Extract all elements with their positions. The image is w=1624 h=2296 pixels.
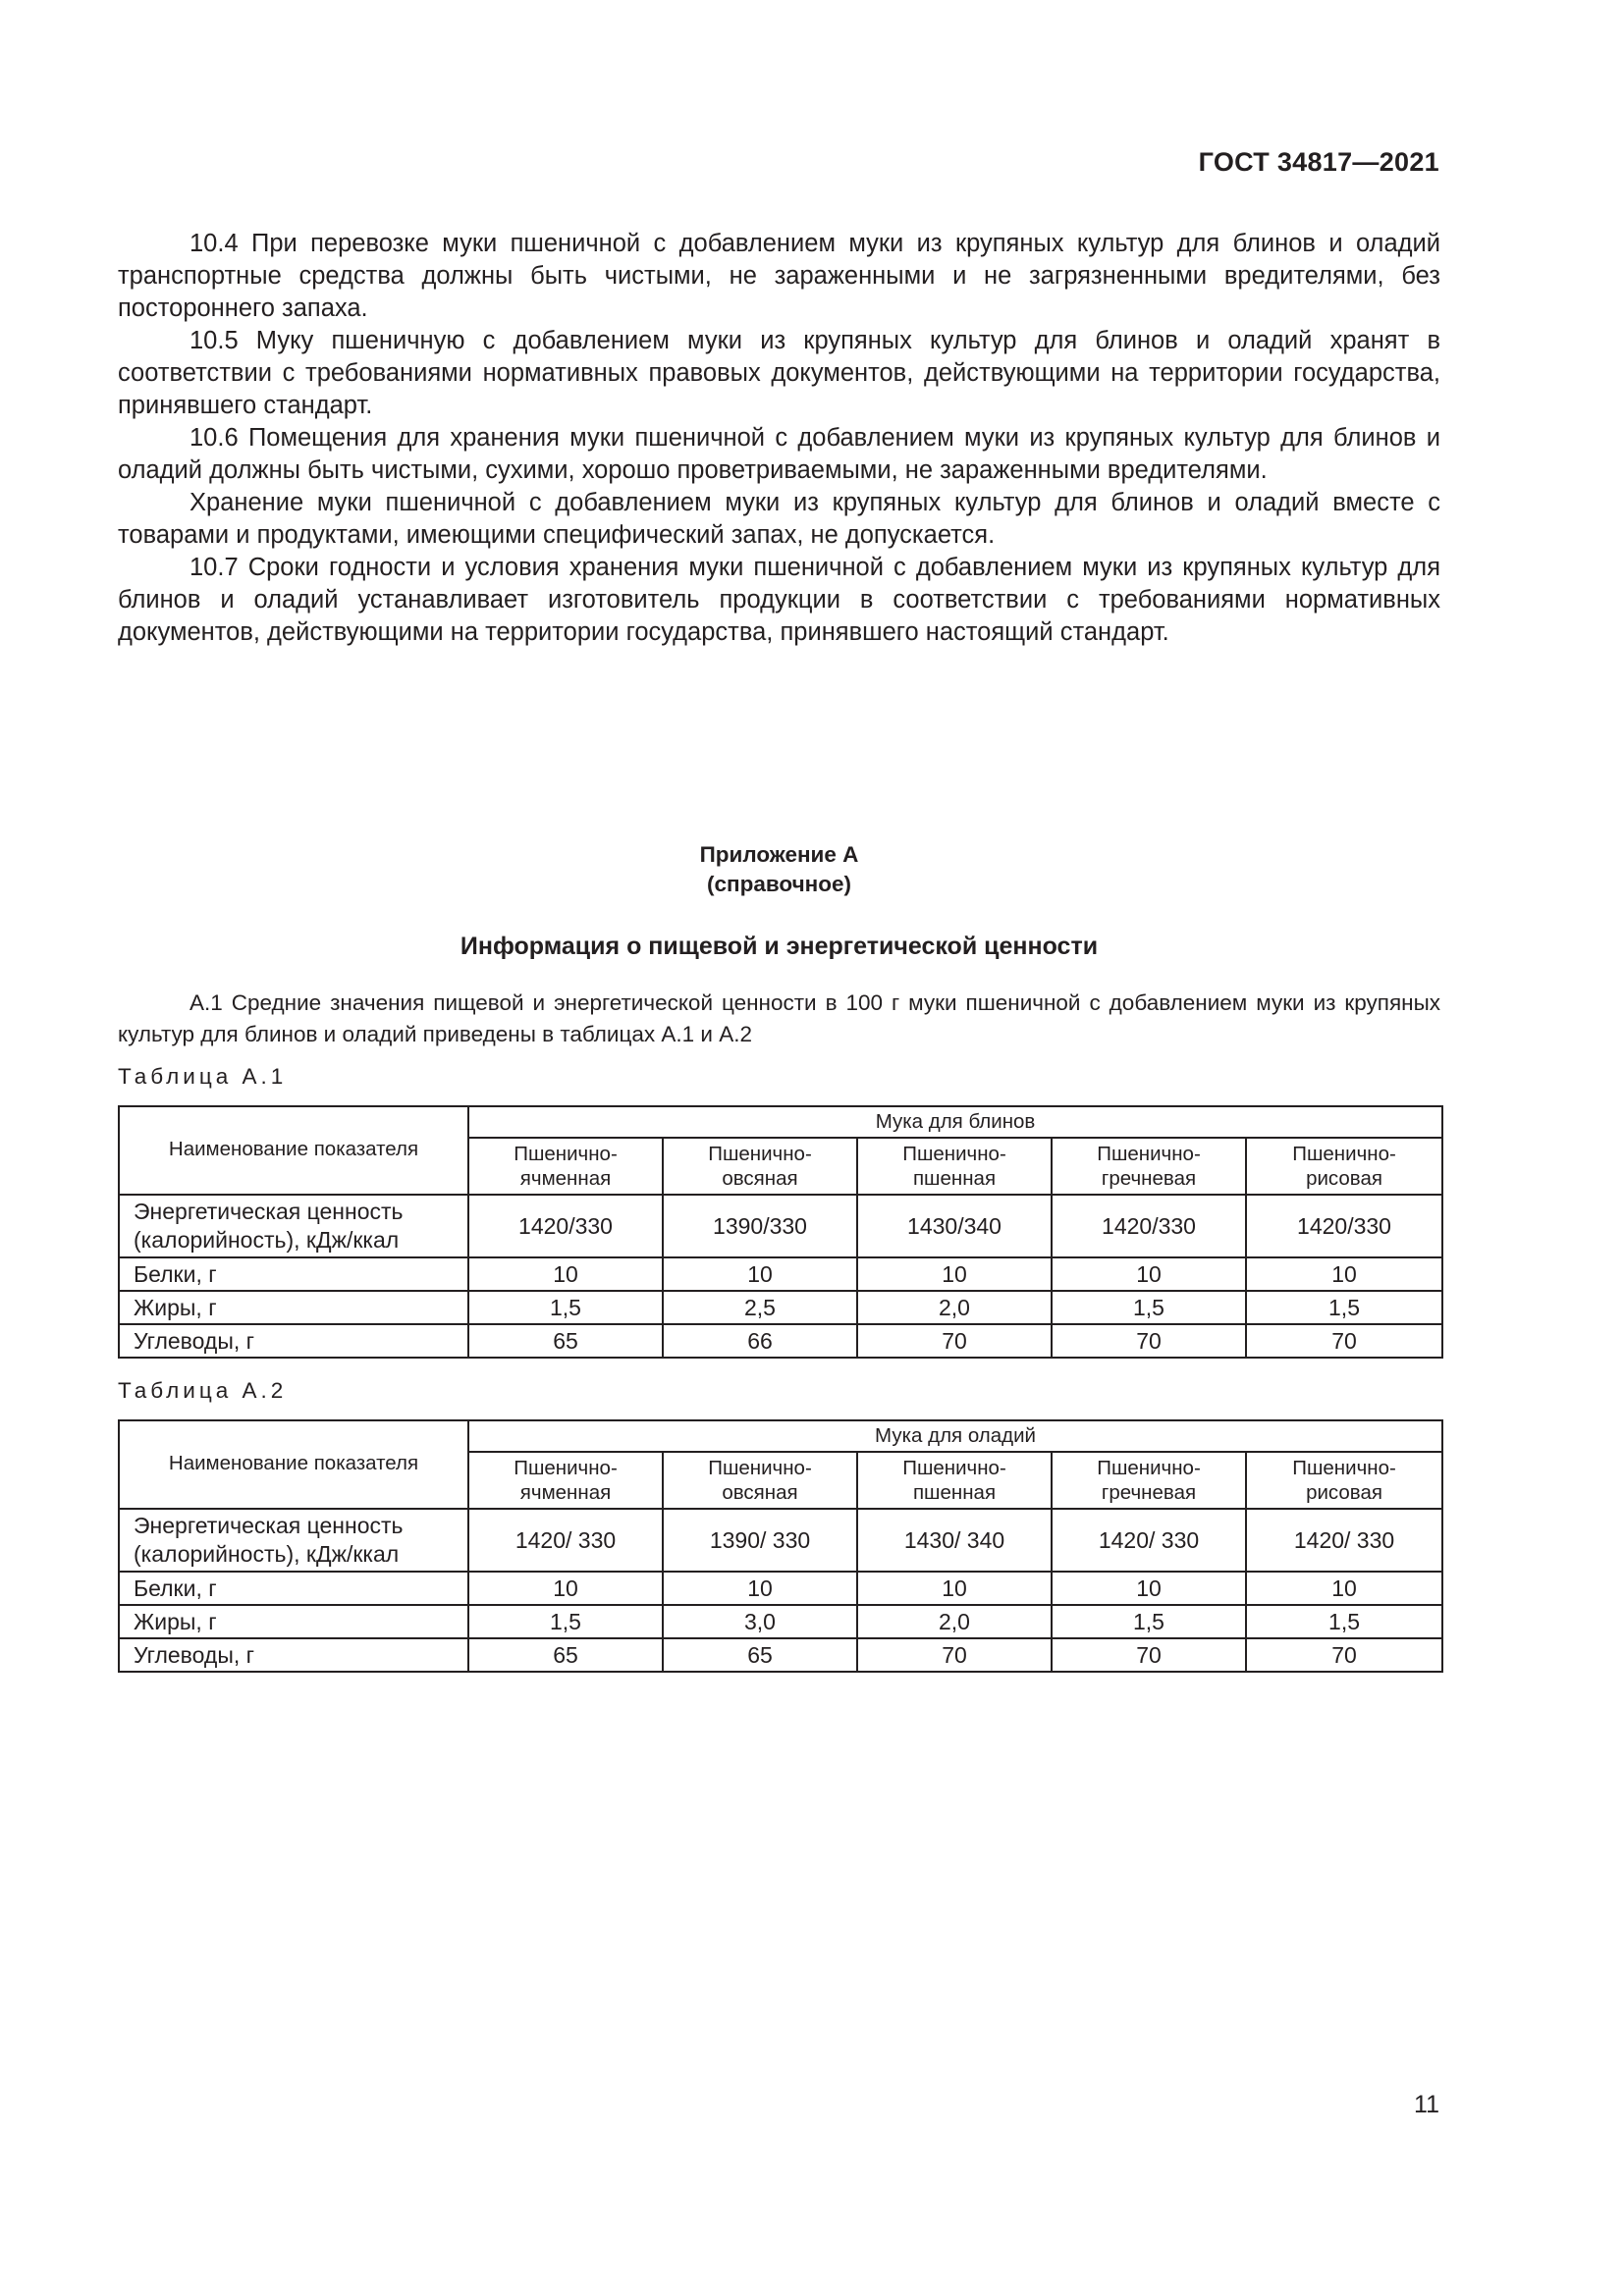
paragraph-10-6-storage: Хранение муки пшеничной с добавлением муки из крупяных культур для блинов и оладий вместе с товарами и продуктами, имеющими специфический запах, не допускается.: [118, 489, 1440, 549]
table-row: [119, 1257, 1442, 1291]
table-cell: 65: [663, 1638, 857, 1672]
table-cell: 1420/ 330: [1052, 1509, 1246, 1572]
table-cell: 2,0: [857, 1291, 1052, 1324]
row-label: Углеводы, г: [119, 1638, 468, 1672]
table-cell: 10: [663, 1257, 857, 1291]
table-cell: 10: [1052, 1257, 1246, 1291]
paragraph-10-4: 10.4 При перевозке муки пшеничной с добавлением муки из крупяных культур для блинов и оладий транспортные средства должны быть чистыми, не зараженными и не загрязненными вредителями, без постороннего запаха.: [118, 230, 1440, 322]
table-cell: 1420/330: [468, 1195, 663, 1257]
group-header: Мука для оладий: [468, 1420, 1442, 1452]
row-label: Белки, г: [119, 1572, 468, 1605]
table-row: [119, 1638, 1442, 1672]
table-cell: 1430/340: [857, 1195, 1052, 1257]
table-cell: 10: [857, 1572, 1052, 1605]
row-label: Энергетическая ценность (калорийность), кДж/ккал: [119, 1195, 468, 1257]
table-cell: 1420/330: [1246, 1195, 1442, 1257]
table-cell: 70: [857, 1324, 1052, 1358]
table-cell: 1430/ 340: [857, 1509, 1052, 1572]
table-cell: 2,5: [663, 1291, 857, 1324]
column-header: Пшенично- рисовая: [1246, 1138, 1442, 1195]
table-a1-caption: Таблица А.1: [118, 1064, 288, 1089]
column-header: Пшенично- рисовая: [1246, 1452, 1442, 1509]
paragraph-10-6: 10.6 Помещения для хранения муки пшеничной с добавлением муки из крупяных культур для блинов и оладий должны быть чистыми, сухими, хорошо проветриваемыми, не зараженными вредителями.: [118, 424, 1440, 484]
column-header: Пшенично- ячменная: [468, 1138, 663, 1195]
table-cell: 1390/ 330: [663, 1509, 857, 1572]
table-cell: 10: [468, 1257, 663, 1291]
table-cell: 70: [857, 1638, 1052, 1672]
table-cell: 65: [468, 1324, 663, 1358]
row-label: Жиры, г: [119, 1605, 468, 1638]
table-cell: 10: [1052, 1572, 1246, 1605]
table-cell: 2,0: [857, 1605, 1052, 1638]
table-cell: 1420/ 330: [468, 1509, 663, 1572]
group-header: Мука для блинов: [468, 1106, 1442, 1138]
table-cell: 1390/330: [663, 1195, 857, 1257]
table-row: [119, 1324, 1442, 1358]
page-number: 11: [1414, 2091, 1439, 2118]
table-row: [119, 1605, 1442, 1638]
table-cell: 10: [663, 1572, 857, 1605]
paragraph-10-5: 10.5 Муку пшеничную с добавлением муки из крупяных культур для блинов и оладий хранят в соответствии с требованиями нормативных правовых документов, действующими на территории государства, принявшего стандарт.: [118, 327, 1440, 419]
row-label: Энергетическая ценность (калорийность), кДж/ккал: [119, 1509, 468, 1572]
table-cell: 1,5: [1052, 1605, 1246, 1638]
column-header: Пшенично- ячменная: [468, 1452, 663, 1509]
table-row: [119, 1291, 1442, 1324]
table-a1: [118, 1105, 1443, 1359]
name-header: Наименование показателя: [119, 1420, 468, 1509]
row-label: Белки, г: [119, 1257, 468, 1291]
table-cell: 65: [468, 1638, 663, 1672]
table-cell: 3,0: [663, 1605, 857, 1638]
appendix-intro: А.1 Средние значения пищевой и энергетической ценности в 100 г муки пшеничной с добавлением муки из крупяных культур для блинов и оладий приведены в таблицах А.1 и А.2: [118, 990, 1440, 1046]
table-row: [119, 1509, 1442, 1572]
column-header: Пшенично- гречневая: [1052, 1138, 1246, 1195]
appendix-status: (справочное): [707, 872, 851, 896]
table-cell: 1,5: [1246, 1291, 1442, 1324]
table-cell: 10: [468, 1572, 663, 1605]
table-cell: 70: [1246, 1324, 1442, 1358]
section-10-text: [118, 228, 1440, 649]
table-cell: 1,5: [468, 1291, 663, 1324]
table-row: [119, 1572, 1442, 1605]
table-cell: 70: [1246, 1638, 1442, 1672]
document-code: ГОСТ 34817—2021: [1198, 147, 1439, 177]
table-cell: 10: [857, 1257, 1052, 1291]
table-cell: 66: [663, 1324, 857, 1358]
table-cell: 70: [1052, 1324, 1246, 1358]
column-header: Пшенично- гречневая: [1052, 1452, 1246, 1509]
column-header: Пшенично- пшенная: [857, 1452, 1052, 1509]
table-cell: 1,5: [1052, 1291, 1246, 1324]
table-a2-caption: Таблица А.2: [118, 1378, 288, 1403]
paragraph-10-7: 10.7 Сроки годности и условия хранения муки пшеничной с добавлением муки из крупяных культур для блинов и оладий устанавливает изготовитель продукции в соответствии с требованиями нормативных документов, действующими на территории государства, принявшего настоящий стандарт.: [118, 554, 1440, 646]
table-row: [119, 1195, 1442, 1257]
table-cell: 1,5: [1246, 1605, 1442, 1638]
name-header: Наименование показателя: [119, 1106, 468, 1195]
table-cell: 1,5: [468, 1605, 663, 1638]
row-label: Углеводы, г: [119, 1324, 468, 1358]
appendix-title: Приложение А: [699, 842, 859, 867]
table-cell: 1420/330: [1052, 1195, 1246, 1257]
row-label: Жиры, г: [119, 1291, 468, 1324]
column-header: Пшенично- пшенная: [857, 1138, 1052, 1195]
column-header: Пшенично- овсяная: [663, 1452, 857, 1509]
table-cell: 10: [1246, 1257, 1442, 1291]
table-cell: 1420/ 330: [1246, 1509, 1442, 1572]
appendix-heading: Информация о пищевой и энергетической ценности: [460, 933, 1099, 960]
column-header: Пшенично- овсяная: [663, 1138, 857, 1195]
table-a2: [118, 1419, 1443, 1673]
table-cell: 10: [1246, 1572, 1442, 1605]
table-cell: 70: [1052, 1638, 1246, 1672]
appendix-title-block: [118, 840, 1440, 899]
